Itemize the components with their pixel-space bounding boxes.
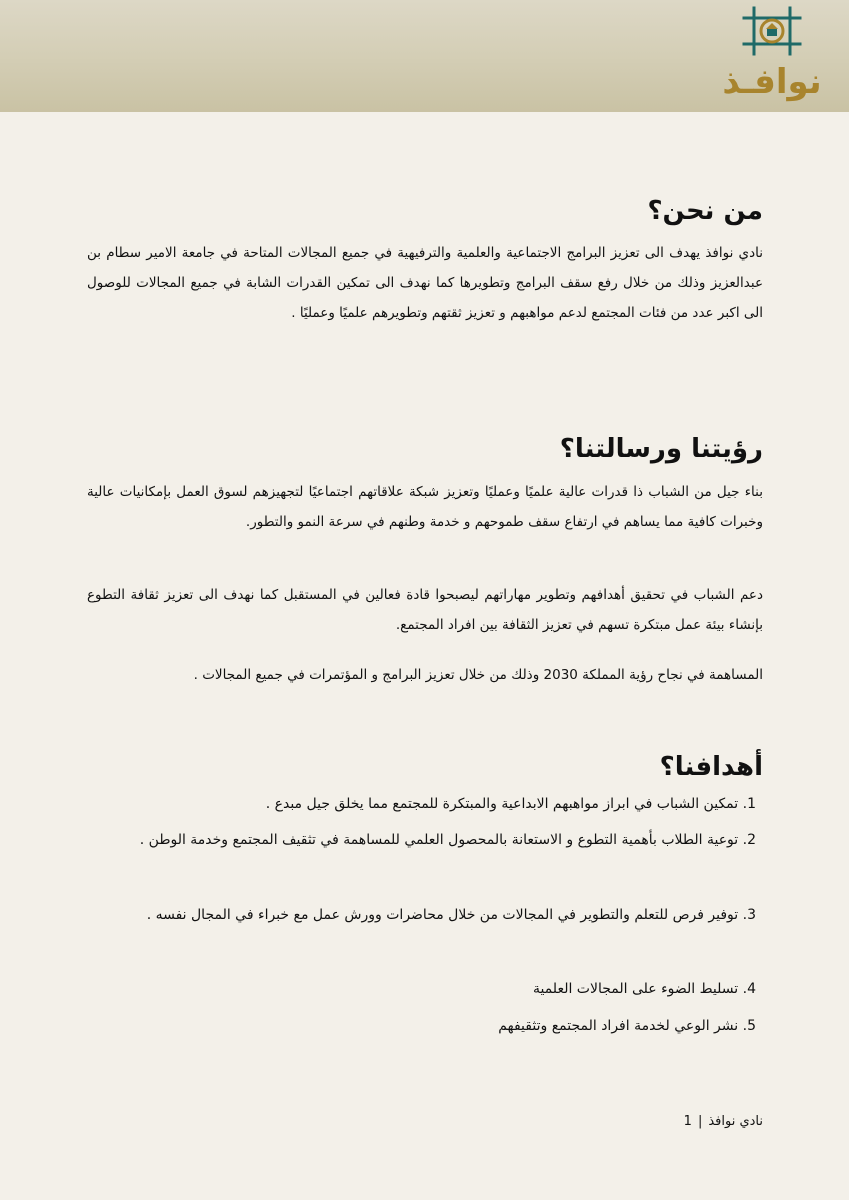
- goal-item-3: [86, 897, 756, 934]
- goal-item-4: [86, 971, 756, 1008]
- footer-separator: |: [697, 1114, 703, 1129]
- goal-item-5: [86, 1008, 756, 1045]
- window-emblem-icon: [740, 4, 804, 64]
- goal-number: 1.: [742, 796, 756, 812]
- goal-number: 5.: [742, 1018, 756, 1034]
- about-paragraph: نادي نوافذ يهدف الى تعزيز البرامج الاجتماعية والعلمية والترفيهية في جميع المجالات المتاحة في جامعة الامير سطام بن عبدالعزيز وذلك من خلال رفع سقف البرامج وتطويرها كما نهدف الى تمكين القدرات الشابة في جميع المجالات للوصول الى اكبر عدد من فئات المجتمع لدعم مواهبهم و تعزيز ثقتهم وتطويرهم علميًا وعمليًا .: [87, 245, 763, 321]
- goal-number: 2.: [742, 832, 756, 848]
- logo-wordmark: نوافـذ: [722, 62, 822, 102]
- goal-text: توفير فرص للتعلم والتطوير في المجالات من خلال محاضرات وورش عمل مع خبراء في المجال نفسه .: [146, 907, 739, 923]
- mission-paragraph-2: المساهمة في نجاح رؤية المملكة 2030 وذلك من خلال تعزيز البرامج و المؤتمرات في جميع المجالات .: [193, 667, 763, 683]
- goal-number: 4.: [742, 981, 756, 997]
- vision-title: رؤيتنا ورسالتنا؟: [559, 434, 763, 464]
- footer-club-name: نادي نوافذ: [708, 1114, 763, 1129]
- goal-text: توعية الطلاب بأهمية التطوع و الاستعانة بالمحصول العلمي للمساهمة في تثقيف المجتمع وخدمة الوطن .: [139, 832, 739, 848]
- goals-title: أهدافنا؟: [659, 752, 763, 782]
- goal-text: نشر الوعي لخدمة افراد المجتمع وتثقيفهم: [498, 1018, 739, 1034]
- vision-paragraph: بناء جيل من الشباب ذا قدرات عالية علميًا وعمليًا وتعزيز شبكة علاقاتهم اجتماعيًا لتجهيزهم لسوق العمل بإمكانيات عالية وخبرات كافية مما يساهم في ارتفاع سقف طموحهم و خدمة وطنهم في سرعة النمو والتطور.: [87, 484, 763, 530]
- goal-item-2: [86, 822, 756, 859]
- club-logo: [713, 4, 831, 108]
- goal-number: 3.: [742, 907, 756, 923]
- goal-text: تسليط الضوء على المجالات العلمية: [532, 981, 739, 997]
- page-number: 1: [683, 1114, 692, 1129]
- mission-paragraph-1: دعم الشباب في تحقيق أهدافهم وتطوير مهاراتهم ليصبحوا قادة فعالين في المستقبل كما نهدف الى تعزيز ثقافة التطوع بإنشاء بيئة عمل مبتكرة تسهم في تعزيز الثقافة بين افراد المجتمع.: [87, 587, 763, 633]
- about-title: من نحن؟: [647, 196, 763, 226]
- goal-item-1: [86, 786, 756, 823]
- goal-text: تمكين الشباب في ابراز مواهبهم الابداعية والمبتكرة للمجتمع مما يخلق جيل مبدع .: [265, 796, 739, 812]
- page-footer: [684, 1114, 763, 1129]
